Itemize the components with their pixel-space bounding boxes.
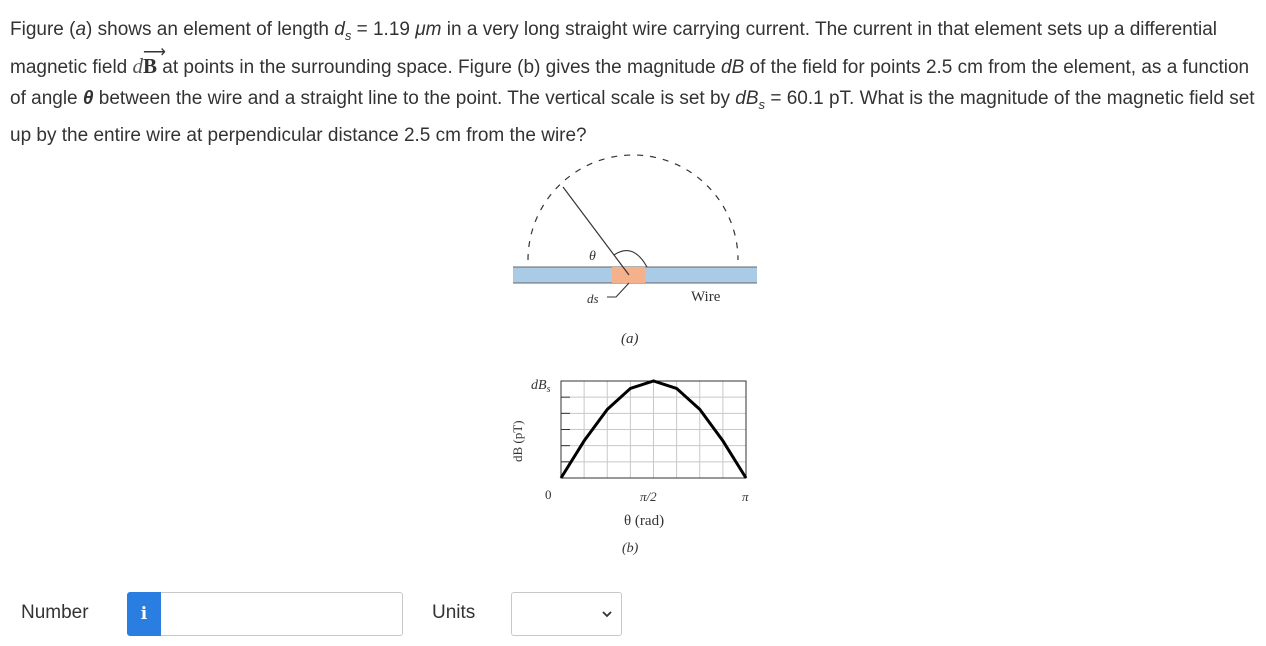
figure-b-chart	[500, 368, 770, 568]
figure-a	[505, 152, 765, 352]
theta-arc	[614, 251, 647, 267]
xtick-pi-half: π/2	[640, 489, 657, 504]
number-label: Number	[21, 602, 89, 623]
wire-label: Wire	[691, 289, 721, 305]
question-paragraph: Figure (a) shows an element of length $d_s = 1.19$ μm in a very long straight wire carrying current. The current in that element sets up a differential magnetic field dB ⟶ at points in the surrounding space. Figure (b) gives the magnitude dB of the field for points 2.5 cm from the element, as a function of angle θ between the wire and a straight line to the point. The vertical scale is set by $dB_s = 60.1$ pT. What is the magnitude of the magnetic field set up by the entire wire at perpendicular distance 2.5 cm from the wire?	[10, 19, 1255, 146]
units-label: Units	[432, 602, 476, 623]
vector-arrow-icon: ⟶	[143, 43, 166, 61]
chart-xlabel: θ (rad)	[624, 513, 665, 529]
number-input[interactable]	[161, 592, 403, 636]
chart-ylabel: dB (pT)	[510, 420, 525, 462]
question-text	[10, 14, 1258, 151]
figure-a-caption: (a)	[621, 331, 639, 347]
ds-leader	[607, 283, 629, 297]
xtick-0: 0	[545, 487, 552, 502]
field-arc	[528, 155, 738, 260]
ds-label: ds	[587, 291, 599, 306]
theta-label: θ	[589, 249, 596, 264]
chart-grid	[561, 381, 746, 478]
ytick-dbs: $dB_s$	[531, 378, 551, 395]
chevron-down-icon	[601, 609, 613, 619]
xtick-pi: π	[742, 489, 749, 504]
figure-b-caption: (b)	[622, 541, 639, 556]
answer-row	[0, 592, 1266, 636]
units-select[interactable]	[511, 592, 622, 636]
info-icon[interactable]: i	[127, 592, 161, 636]
line-to-point	[563, 187, 629, 275]
